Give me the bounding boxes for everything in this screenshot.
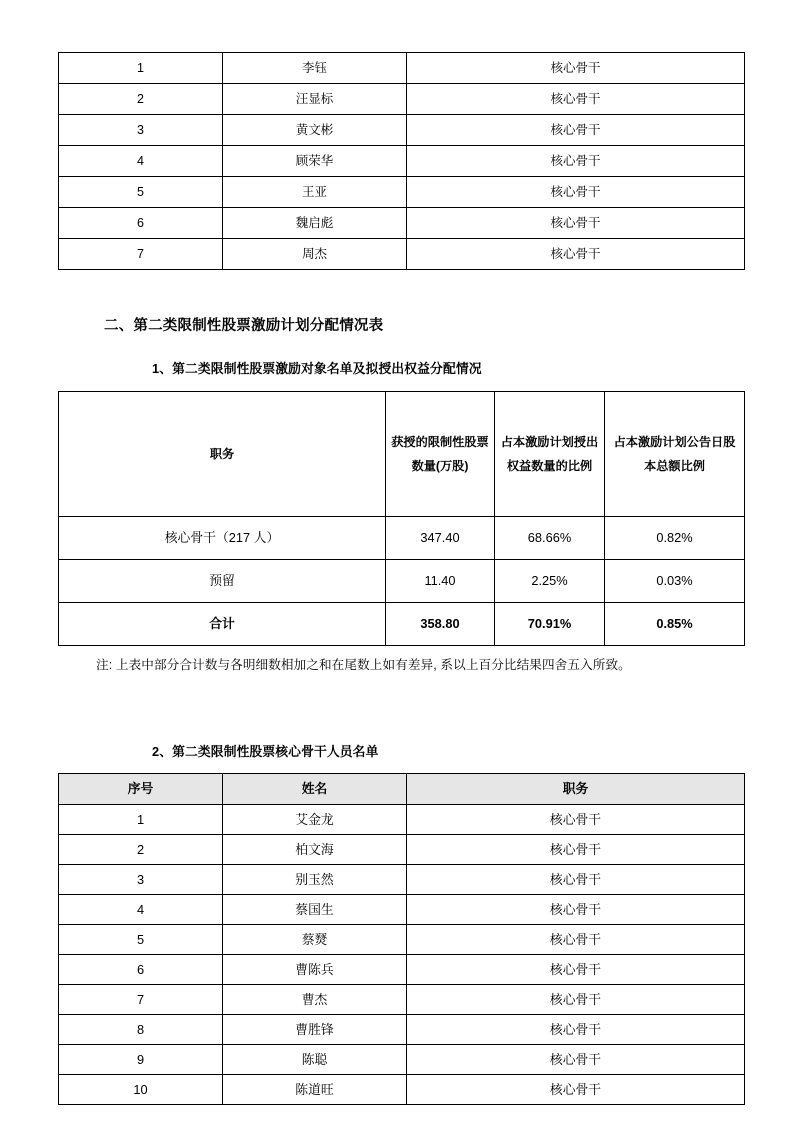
row-seq: 9 — [59, 1045, 223, 1075]
row-name: 艾金龙 — [223, 805, 407, 835]
table-row — [59, 239, 745, 270]
table-row — [59, 955, 745, 985]
core-staff-header-title: 职务 — [407, 774, 745, 805]
row-seq: 4 — [59, 146, 223, 177]
row-seq: 3 — [59, 115, 223, 146]
table-row — [59, 925, 745, 955]
row-name: 曹陈兵 — [223, 955, 407, 985]
core-staff-table-body — [59, 805, 745, 1105]
row-title: 核心骨干 — [407, 146, 745, 177]
table-row — [59, 53, 745, 84]
table-row — [59, 208, 745, 239]
section-two-heading: 二、第二类限制性股票激励计划分配情况表 — [104, 318, 384, 334]
row-name: 曹胜锋 — [223, 1015, 407, 1045]
row-seq: 6 — [59, 208, 223, 239]
row-seq: 1 — [59, 805, 223, 835]
row-title: 核心骨干 — [407, 1045, 745, 1075]
row-name: 蔡国生 — [223, 895, 407, 925]
row-seq: 4 — [59, 895, 223, 925]
allocation-cell-pct-of-plan: 68.66% — [495, 517, 605, 560]
core-staff-header-name: 姓名 — [223, 774, 407, 805]
row-title: 核心骨干 — [407, 239, 745, 270]
allocation-cell-position: 预留 — [59, 560, 386, 603]
allocation-cell-pct-of-plan: 70.91% — [495, 603, 605, 646]
row-name: 魏启彪 — [223, 208, 407, 239]
continued-name-list-body — [59, 53, 745, 270]
row-name: 周杰 — [223, 239, 407, 270]
row-title: 核心骨干 — [407, 865, 745, 895]
row-name: 蔡燹 — [223, 925, 407, 955]
row-seq: 2 — [59, 84, 223, 115]
table-row — [59, 865, 745, 895]
allocation-cell-position: 合计 — [59, 603, 386, 646]
row-name: 汪显标 — [223, 84, 407, 115]
allocation-cell-pct-of-capital: 0.03% — [605, 560, 745, 603]
allocation-row — [59, 560, 745, 603]
allocation-cell-granted-shares: 358.80 — [386, 603, 495, 646]
allocation-cell-granted-shares: 347.40 — [386, 517, 495, 560]
row-seq: 5 — [59, 925, 223, 955]
allocation-header-row — [59, 392, 745, 517]
allocation-header-position: 职务 — [59, 392, 386, 517]
allocation-header-granted-shares: 获授的限制性股票数量(万股) — [386, 392, 495, 517]
row-title: 核心骨干 — [407, 985, 745, 1015]
table-row — [59, 805, 745, 835]
row-name: 顾荣华 — [223, 146, 407, 177]
row-name: 柏文海 — [223, 835, 407, 865]
table-row — [59, 1075, 745, 1105]
row-title: 核心骨干 — [407, 1075, 745, 1105]
allocation-table-head — [59, 392, 745, 517]
allocation-header-pct-of-capital: 占本激励计划公告日股本总额比例 — [605, 392, 745, 517]
row-title: 核心骨干 — [407, 925, 745, 955]
row-seq: 5 — [59, 177, 223, 208]
allocation-cell-granted-shares: 11.40 — [386, 560, 495, 603]
row-title: 核心骨干 — [407, 835, 745, 865]
row-title: 核心骨干 — [407, 115, 745, 146]
core-staff-header-row — [59, 774, 745, 805]
allocation-table — [58, 391, 745, 646]
table-row — [59, 1015, 745, 1045]
row-name: 陈道旺 — [223, 1075, 407, 1105]
table-row — [59, 84, 745, 115]
row-name: 黄文彬 — [223, 115, 407, 146]
table-row — [59, 895, 745, 925]
core-staff-header-seq: 序号 — [59, 774, 223, 805]
allocation-total-row — [59, 603, 745, 646]
table-row — [59, 146, 745, 177]
allocation-cell-pct-of-capital: 0.82% — [605, 517, 745, 560]
core-staff-table-head — [59, 774, 745, 805]
row-seq: 7 — [59, 985, 223, 1015]
core-staff-table — [58, 773, 745, 1105]
subsection-two-heading: 2、第二类限制性股票核心骨干人员名单 — [152, 744, 379, 759]
allocation-cell-pct-of-plan: 2.25% — [495, 560, 605, 603]
row-title: 核心骨干 — [407, 895, 745, 925]
row-title: 核心骨干 — [407, 53, 745, 84]
table-row — [59, 1045, 745, 1075]
row-seq: 6 — [59, 955, 223, 985]
row-seq: 1 — [59, 53, 223, 84]
allocation-table-body — [59, 517, 745, 646]
row-seq: 7 — [59, 239, 223, 270]
row-name: 陈聪 — [223, 1045, 407, 1075]
row-name: 曹杰 — [223, 985, 407, 1015]
allocation-cell-pct-of-capital: 0.85% — [605, 603, 745, 646]
table-row — [59, 985, 745, 1015]
table-row — [59, 835, 745, 865]
row-seq: 2 — [59, 835, 223, 865]
allocation-row — [59, 517, 745, 560]
table-row — [59, 115, 745, 146]
row-name: 别玉然 — [223, 865, 407, 895]
row-name: 王亚 — [223, 177, 407, 208]
allocation-cell-position: 核心骨干（217 人） — [59, 517, 386, 560]
row-seq: 8 — [59, 1015, 223, 1045]
row-title: 核心骨干 — [407, 208, 745, 239]
row-seq: 3 — [59, 865, 223, 895]
subsection-one-heading: 1、第二类限制性股票激励对象名单及拟授出权益分配情况 — [152, 361, 482, 376]
row-seq: 10 — [59, 1075, 223, 1105]
row-title: 核心骨干 — [407, 1015, 745, 1045]
row-title: 核心骨干 — [407, 955, 745, 985]
row-name: 李钰 — [223, 53, 407, 84]
row-title: 核心骨干 — [407, 84, 745, 115]
allocation-table-note: 注: 上表中部分合计数与各明细数相加之和在尾数上如有差异, 系以上百分比结果四舍五入所致。 — [96, 658, 631, 672]
continued-name-list-table — [58, 52, 745, 270]
allocation-header-pct-of-plan: 占本激励计划授出权益数量的比例 — [495, 392, 605, 517]
row-title: 核心骨干 — [407, 805, 745, 835]
row-title: 核心骨干 — [407, 177, 745, 208]
table-row — [59, 177, 745, 208]
